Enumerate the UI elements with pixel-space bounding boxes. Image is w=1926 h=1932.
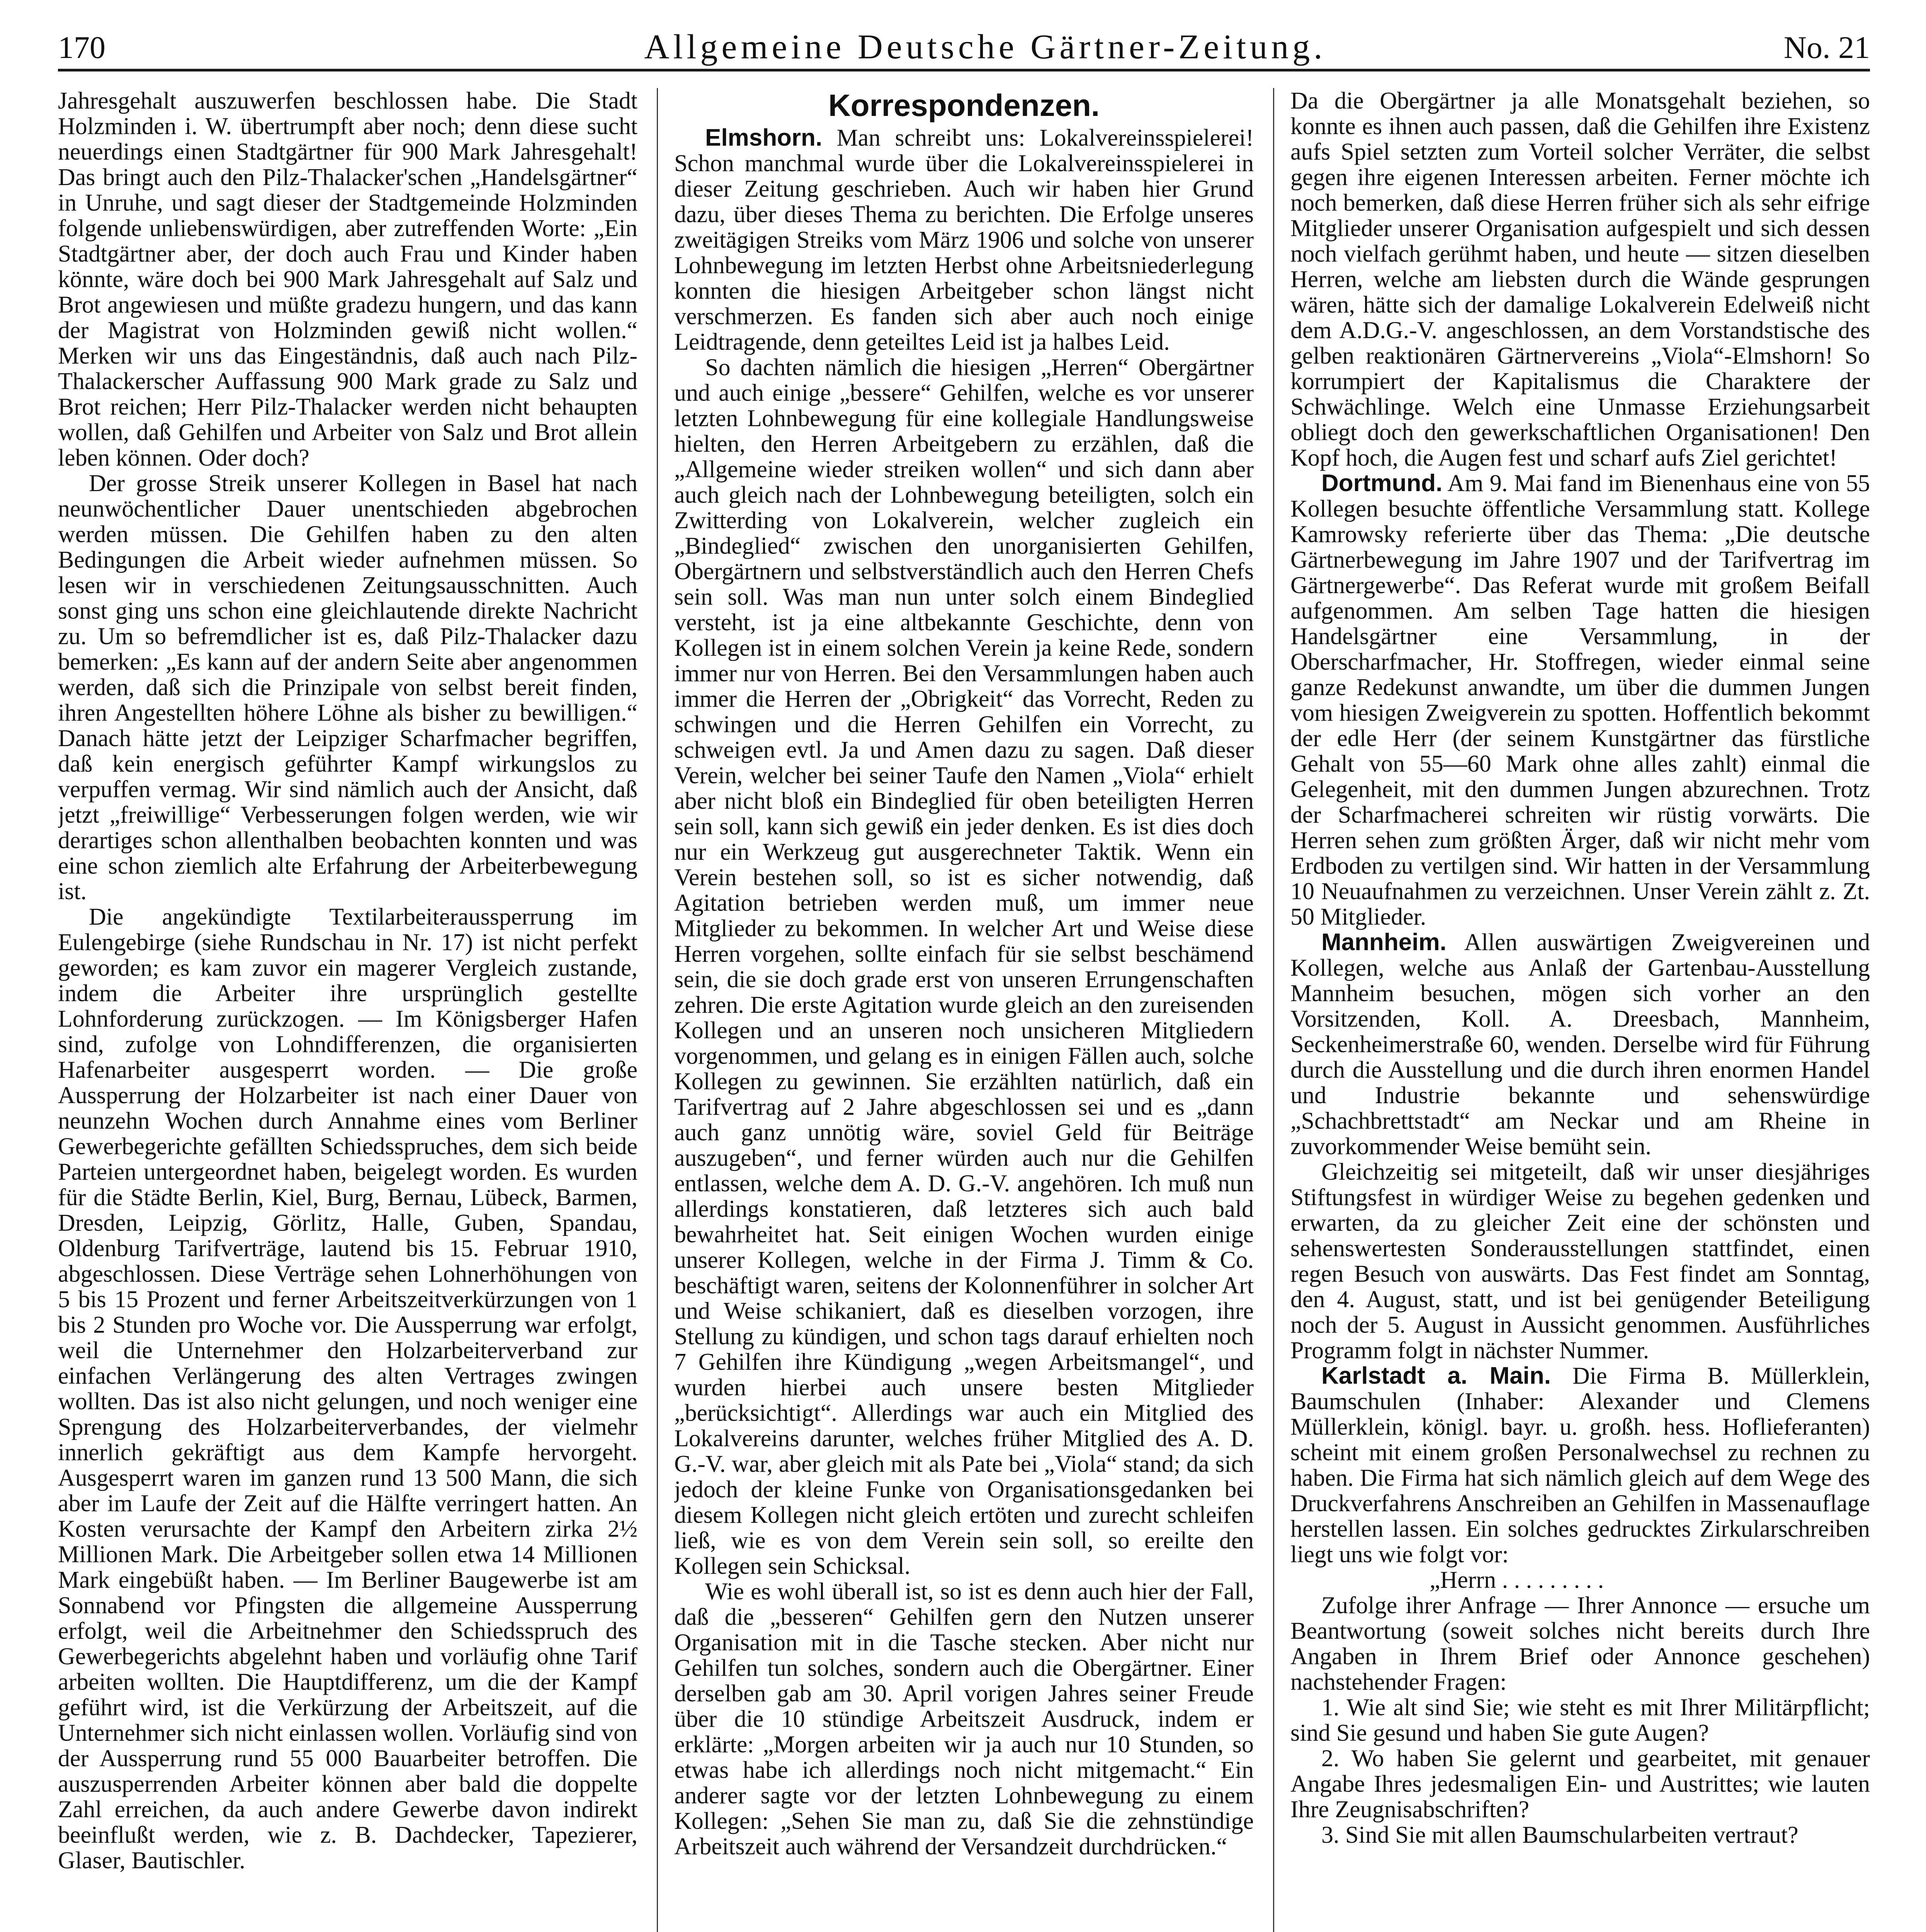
- column-middle: [674, 88, 1254, 1932]
- city-name: Dortmund.: [1321, 470, 1443, 497]
- column-divider: [1273, 88, 1274, 1932]
- article-paragraph: Der grosse Streik unserer Kollegen in Basel hat nach neunwöchentlicher Dauer unentschieden abgebrochen werden müssen. Die Gehilfen haben zu den alten Bedingungen die Arbeit wieder aufnehmen müssen. So lesen wir in verschiedenen Zeitungsausschnitten. Auch sonst ging uns schon eine gleichlautende direkte Nachricht zu. Um so befremdlicher ist es, daß Pilz-Thalacker dazu bemerken: „Es kann auf der andern Seite aber angenommen werden, daß sich die Prinzipale von selbst bereit finden, ihren Angestellten höhere Löhne als bisher zu bewilligen.“ Danach hätte jetzt der Leipziger Scharfmacher begriffen, daß kein energisch geführter Kampf wirkungslos zu verpuffen vermag. Wir sind nämlich auch der Ansicht, daß jetzt „freiwillige“ Verbesserungen folgen werden, wie wir derartiges schon allenthalben beobachten konnten und was eine schon ziemlich alte Erfahrung der Arbeiterbewegung ist.: [58, 470, 637, 905]
- page-header: [58, 27, 1870, 70]
- correspondence-dortmund: [1290, 471, 1870, 930]
- column-left: [58, 88, 637, 1932]
- city-name: Mannheim.: [1321, 929, 1447, 956]
- letter-paragraph: Zufolge ihrer Anfrage — Ihrer Annonce — ersuche um Beantwortung (soweit solches nicht bereits durch Ihre Angaben in Ihrem Brief oder Annonce geschehen) nachstehender Fragen:: [1290, 1592, 1870, 1695]
- section-heading: Korrespondenzen.: [828, 88, 1100, 122]
- correspondence-karlstadt: [1290, 1363, 1870, 1567]
- page-number: 170: [58, 30, 105, 65]
- column-right: [1290, 88, 1870, 1932]
- correspondence-elmshorn: [674, 125, 1254, 355]
- article-paragraph: Da die Obergärtner ja alle Monatsgehalt beziehen, so konnte es ihnen auch passen, daß die Gehilfen ihre Existenz aufs Spiel setzten zum Vorteil solcher Verräter, die selbst gegen ihre eigenen Interessen arbeiten. Ferner möchte ich noch bemerken, daß diese Herren früher sich als sehr eifrige Mitglieder unserer Organisation aufgespielt und sich dessen noch vielfach gerühmt haben, und heute — sitzen dieselben Herren, welche am liebsten durch die Wände gesprungen wären, hätte sich der damalige Lokalverein Edelweiß nicht dem A.D.G.-V. angeschlossen, an dem Vorstandstische des gelben reaktionären Gärtnervereins „Viola“-Elmshorn! So korrumpiert der Kapitalismus die Charaktere der Schwächlinge. Welch eine Unmasse Erziehungsarbeit obliegt doch den gewerkschaftlichen Organisationen! Den Kopf hoch, die Augen fest und scharf aufs Ziel gerichtet!: [1290, 88, 1870, 471]
- header-rule: [58, 69, 1870, 71]
- article-text: Man schreibt uns: Lokalvereinsspielerei! Schon manchmal wurde über die Lokalvereinsspielerei in dieser Zeitung geschrieben. Auch wir haben hier Grund dazu, über dieses Thema zu berichten. Die Erfolge unseres zweitägigen Streiks vom März 1906 und solche von unserer Lohnbewegung im letzten Herbst ohne Arbeitsniederlegung konnten die hiesigen Arbeitgeber schon längst nicht verschmerzen. Es fanden sich aber auch noch einige Leidtragende, denn geteiltes Leid ist ja halbes Leid.: [674, 125, 1254, 355]
- city-name: Karlstadt a. Main.: [1321, 1362, 1551, 1389]
- letter-question: 1. Wie alt sind Sie; wie steht es mit Ihrer Militärpflicht; sind Sie gesund und haben Sie gute Augen?: [1290, 1694, 1870, 1746]
- article-text: Am 9. Mai fand im Bienenhaus eine von 55 Kollegen besuchte öffentliche Versammlung statt. Kollege Kamrowsky referierte über das Thema: „Die deutsche Gärtnerbewegung im Jahre 1907 und der Tarifvertrag im Gärtnergewerbe“. Das Referat wurde mit großem Beifall aufgenommen. Am selben Tage hatten die hiesigen Handelsgärtner eine Versammlung, in der Oberscharfmacher, Hr. Stoffregen, wieder einmal seine ganze Redekunst anwandte, um über die dummen Jungen vom hiesigen Zweigverein zu spotten. Hoffentlich bekommt der edle Herr (der seinem Kunstgärtner das fürstliche Gehalt von 55—60 Mark ohne alles zahlt) einmal die Gelegenheit, mit den dummen Jungen abzurechnen. Trotz der Scharfmacherei schreiten wir rüstig vorwärts. Die Herren sehen zum größten Ärger, daß wir nicht mehr vom Erdboden zu vertilgen sind. Wir hatten in der Versammlung 10 Neuaufnahmen zu verzeichnen. Unser Verein zählt z. Zt. 50 Mitglieder.: [1290, 470, 1870, 930]
- letter-question: 2. Wo haben Sie gelernt und gearbeitet, mit genauer Angabe Ihres jedesmaligen Ein- und Austrittes; wie lauten Ihre Zeugnisabschriften?: [1290, 1745, 1870, 1823]
- article-paragraph: Die angekündigte Textilarbeiteraussperrung im Eulengebirge (siehe Rundschau in Nr. 17) ist nicht perfekt geworden; es kam zuvor ein magerer Vergleich zustande, indem die Arbeiter ihre ursprünglich gestellte Lohnforderung zurückzogen. — Im Königsberger Hafen sind, zufolge von Lohndifferenzen, die organisierten Hafenarbeiter ausgesperrt worden. — Die große Aussperrung der Holzarbeiter ist nach einer Dauer von neunzehn Wochen durch Annahme eines vom Berliner Gewerbegerichte gefällten Schiedsspruches, dem sich beide Parteien untergeordnet haben, beigelegt worden. Es wurden für die Städte Berlin, Kiel, Burg, Bernau, Lübeck, Barmen, Dresden, Leipzig, Görlitz, Halle, Guben, Spandau, Oldenburg Tarifverträge, lautend bis 15. Februar 1910, abgeschlossen. Diese Verträge sehen Lohnerhöhungen von 5 bis 15 Prozent und ferner Arbeitszeitverkürzungen von 1 bis 2 Stunden pro Woche vor. Die Aussperrung war erfolgt, weil die Unternehmer den Holzarbeiterverband zur einfachen Verlängerung des alten Vertrages zwingen wollten. Das ist also nicht gelungen, und noch weniger eine Sprengung des Holzarbeiterverbandes, der vielmehr innerlich gekräftigt aus dem Kampfe hervorgeht. Ausgesperrt waren im ganzen rund 13 500 Mann, die sich aber im Laufe der Zeit auf die Hälfte verringert hatten. An Kosten verursachte der Kampf den Arbeitern zirka 2½ Millionen Mark. Die Arbeitgeber sollen etwa 14 Millionen Mark eingebüßt haben. — Im Berliner Baugewerbe ist am Sonnabend vor Pfingsten die allgemeine Aussperrung erfolgt, weil die Arbeitnehmer den Schiedsspruch des Gewerbegerichts abgelehnt haben und vorläufig ohne Tarif arbeiten wollten. Die Hauptdifferenz, um die der Kampf geführt wird, ist die Verkürzung der Arbeitszeit, auf die Unternehmer sich nicht einlassen wollen. Vorläufig sind von der Aussperrung rund 55 000 Bauarbeiter betroffen. Die auszusperrenden Arbeiter können aber bald die doppelte Zahl erreichen, da auch andere Gewerbe davon indirekt beeinflußt werden, wie z. B. Dachdecker, Tapezierer, Glaser, Bautischler.: [58, 904, 637, 1874]
- column-divider: [657, 88, 658, 1932]
- article-paragraph: Gleichzeitig sei mitgeteilt, daß wir unser diesjähriges Stiftungsfest in würdiger Weise zu begehen gedenken und erwarten, da zu gleicher Zeit eine der schönsten und sehenswertesten Sonderausstellungen stattfindet, einen regen Besuch von auswärts. Das Fest findet am Sonntag, den 4. August, statt, und ist bei genügender Beteiligung noch der 5. August in Aussicht genommen. Ausführliches Programm folgt in nächster Nummer.: [1290, 1159, 1870, 1364]
- publication-title: Allgemeine Deutsche Gärtner-Zeitung.: [644, 28, 1326, 66]
- letter-salutation: „Herrn . . . . . . . . .: [1430, 1567, 1604, 1593]
- letter-question: 3. Sind Sie mit allen Baumschularbeiten vertraut?: [1321, 1822, 1799, 1848]
- article-paragraph: So dachten nämlich die hiesigen „Herren“ Obergärtner und auch einige „bessere“ Gehilfen, welche es vor unserer letzten Lohnbewegung für eine kollegiale Handlungsweise hielten, den Herren Arbeitgebern zu erzählen, daß die „Allgemeine wieder streiken wollen“ und sich dann aber auch gleich nach der Lohnbewegung beteiligten, solch ein Zwitterding von Lokalverein, welcher zugleich ein „Bindeglied“ zwischen den unorganisierten Gehilfen, Obergärtnern und selbstverständlich auch den Herren Chefs sein soll. Was man nun unter solch einem Bindeglied versteht, ist ja eine altbekannte Geschichte, denn von Kollegen ist in einem solchen Verein ja keine Rede, sondern immer nur von Herren. Bei den Versammlungen haben auch immer die Herren der „Obrigkeit“ das Vorrecht, Reden zu schwingen und die Herren Gehilfen ein Vorrecht, zu schweigen evtl. Ja und Amen dazu zu sagen. Daß dieser Verein, welcher bei seiner Taufe den Namen „Viola“ erhielt aber nicht bloß ein Bindeglied für oben beteiligten Herren sein soll, kann sich gewiß ein jeder denken. Es ist dies doch nur ein Werkzeug gut ausgerechneter Taktik. Wenn ein Verein bestehen soll, so ist es sicher notwendig, daß Agitation betrieben werden muß, um immer neue Mitglieder zu bekommen. In welcher Art und Weise diese Herren vorgehen, sollte einfach für sie selbst beschämend sein, die sie doch grade erst von unseren Errungenschaften zehren. Die erste Agitation wurde gleich an den zureisenden Kollegen und an unseren noch unsicheren Mitgliedern vorgenommen, und gelang es in einigen Fällen auch, solche Kollegen zu gewinnen. Sie erzählten natürlich, daß ein Tarifvertrag auf 2 Jahre abgeschlossen sei und es „dann auch ganz unnötig wäre, soviel Geld für Beiträge auszugeben“, und ferner würden auch nur die Gehilfen entlassen, welche dem A. D. G.-V. angehören. Ich muß nun allerdings konstatieren, daß letzteres sich auch bald bewahrheitet hat. Seit einigen Wochen wurden einige unserer Kollegen, welche in der Firma J. Timm & Co. beschäftigt waren, seitens der Kolonnenführer in solcher Art und Weise schikaniert, daß es dieselben vorzogen, ihre Stellung zu kündigen, und schon tags darauf erhielten noch 7 Gehilfen ihre Kündigung „wegen Arbeitsmangel“, und wurden hierbei auch unsere besten Mitglieder „berücksichtigt“. Allerdings war auch ein Mitglied des Lokalvereins darunter, welches früher Mitglied des A. D. G.-V. war, aber gleich mit als Pate bei „Viola“ stand; da sich jedoch der kleine Funke von Organisationsgedanken bei diesem Kollegen nicht gleich ertöten und zurecht schleifen ließ, wie es von dem Verein sein soll, so ereilte den Kollegen sein Schicksal.: [674, 354, 1254, 1579]
- article-paragraph: Jahresgehalt auszuwerfen beschlossen habe. Die Stadt Holzminden i. W. übertrumpft aber noch; denn diese sucht neuerdings einen Stadtgärtner für 900 Mark Jahresgehalt! Das bringt auch den Pilz-Thalacker'schen „Handelsgärtner“ in Unruhe, und sagt dieser der Stadtgemeinde Holzminden folgende unliebenswürdigen, aber zutreffenden Worte: „Ein Stadtgärtner aber, der doch auch Frau und Kinder haben könnte, wäre doch bei 900 Mark Jahresgehalt auf Salz und Brot angewiesen und müßte gradezu hungern, und das kann der Magistrat von Holzminden gewiß nicht wollen.“ Merken wir uns das Eingeständnis, daß auch nach Pilz-Thalackerscher Auffassung 900 Mark grade zu Salz und Brot reichen; Herr Pilz-Thalacker werden nicht behaupten wollen, daß Gehilfen und Arbeiter von Salz und Brot allein leben können. Oder doch?: [58, 88, 637, 471]
- correspondence-mannheim: [1290, 930, 1870, 1159]
- article-text: Allen auswärtigen Zweigvereinen und Kollegen, welche aus Anlaß der Gartenbau-Ausstellung Mannheim besuchen, mögen sich vorher an den Vorsitzenden, Koll. A. Dreesbach, Mannheim, Seckenheimerstraße 60, wenden. Derselbe wird für Führung durch die Ausstellung und die durch ihren enormen Handel und Industrie bekannte und sehenswürdige „Schachbrettstadt“ am Neckar und am Rheine in zuvorkommender Weise bemüht sein.: [1290, 929, 1870, 1160]
- article-text: Die Firma B. Müllerklein, Baumschulen (Inhaber: Alexander und Clemens Müllerklein, königl. bayr. u. großh. hess. Hoflieferanten) scheint mit einem großen Personalwechsel zu rechnen zu haben. Die Firma hat sich nämlich gleich auf dem Wege des Druckverfahrens Anschreiben an Gehilfen in Massenauflage herstellen lassen. Ein solches gedrucktes Zirkularschreiben liegt uns wie folgt vor:: [1290, 1363, 1870, 1568]
- city-name: Elmshorn.: [705, 124, 823, 151]
- article-paragraph: Wie es wohl überall ist, so ist es denn auch hier der Fall, daß die „besseren“ Gehilfen gern den Nutzen unserer Organisation mit in die Tasche stecken. Aber nicht nur Gehilfen tun solches, sondern auch die Obergärtner. Einer derselben gab am 30. April vorigen Jahres seiner Freude über die 10 stündige Arbeitszeit Ausdruck, indem er erklärte: „Morgen arbeiten wir ja auch nur 10 Stunden, so etwas habe ich allerdings noch nicht mitgemacht.“ Ein anderer sagte vor der letzten Lohnbewegung zu einem Kollegen: „Sehen Sie man zu, daß Sie die zehnstündige Arbeitszeit auch während der Versandzeit durchdrücken.“: [674, 1578, 1254, 1860]
- issue-number: No. 21: [1783, 30, 1870, 65]
